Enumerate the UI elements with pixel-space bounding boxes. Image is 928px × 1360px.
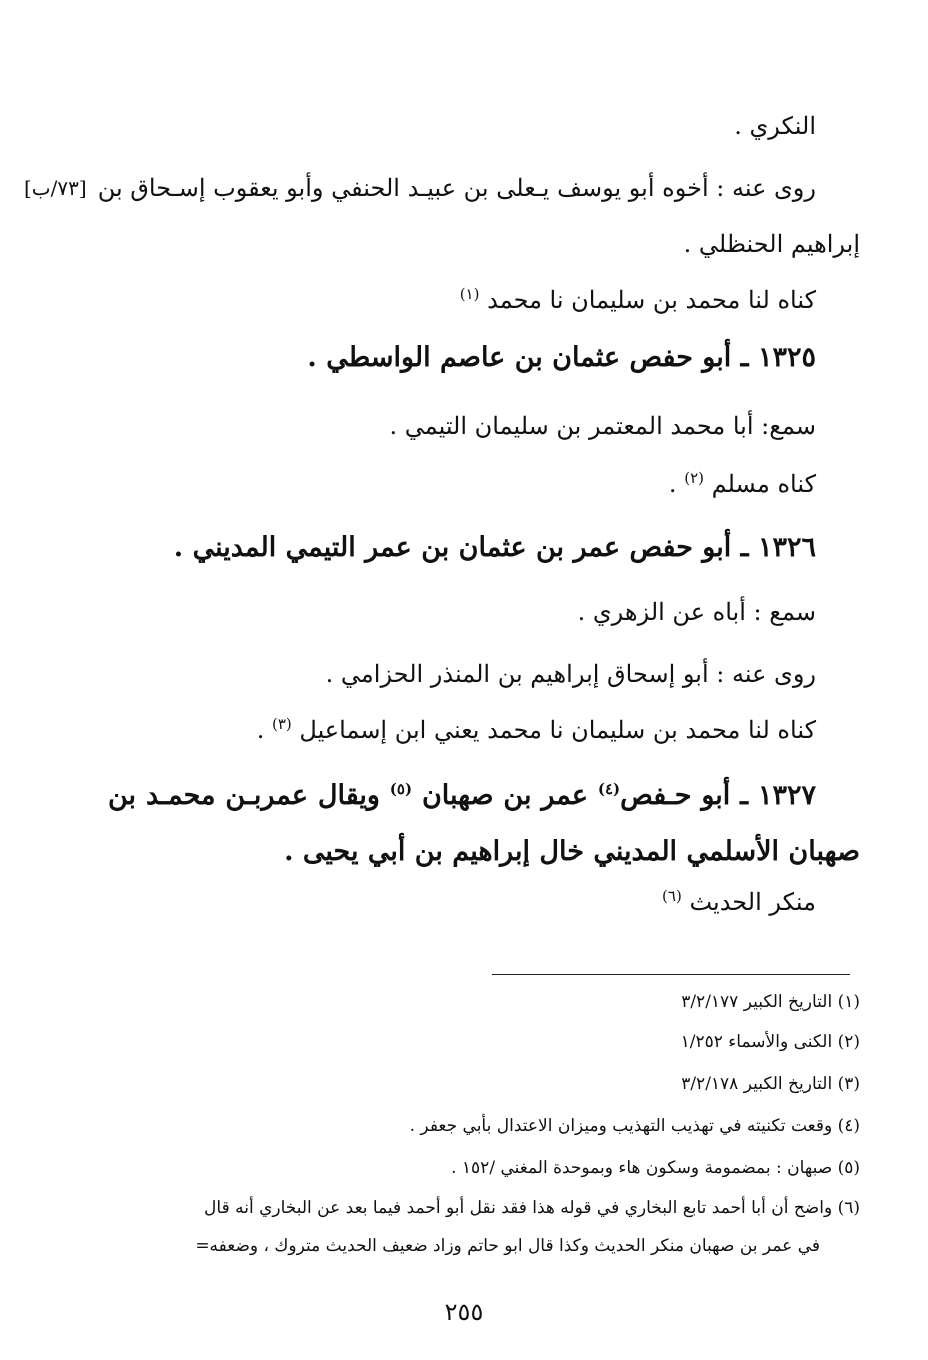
footnote-ref-1: (١) — [459, 285, 480, 303]
footnote-separator — [492, 974, 850, 975]
text-line-4 — [460, 284, 816, 316]
text-line-6 — [669, 468, 816, 500]
entry-heading-1327 — [108, 768, 860, 880]
footnote-ref-3: (٣) — [271, 715, 292, 733]
text-line-9-end: . — [256, 716, 265, 744]
text-line-7: سمع : أباه عن الزهري . — [577, 598, 816, 626]
footnote-ref-5: (٥) — [389, 780, 413, 798]
text-line-10 — [662, 886, 816, 918]
footnote-6: (٦) واضح أن أبا أحمد تابع البخاري في قوله هذا فقد نقل أبو أحمد فيما بعد عن البخاري أنه قال — [204, 1198, 860, 1218]
entry-heading-1327-part-a: ١٣٢٧ ـ أبو حـفص — [620, 780, 816, 811]
text-line-3: إبراهيم الحنظلي . — [683, 230, 860, 258]
entry-heading-1327-part-b: عمر بن صهبان — [421, 780, 588, 811]
text-line-9-body: كناه لنا محمد بن سليمان نا محمد يعني ابن إسماعيل — [299, 716, 816, 744]
entry-heading-1325: ١٣٢٥ ـ أبو حفص عثمان بن عاصم الواسطي . — [307, 342, 816, 373]
text-line-10-body: منكر الحديث — [689, 888, 816, 916]
folio-marker: [٧٣/ب] — [24, 176, 87, 200]
text-line-6-end: . — [668, 470, 677, 498]
text-line-5: سمع: أبا محمد المعتمر بن سليمان التيمي . — [389, 412, 816, 440]
entry-heading-1327-line-2: صهبان الأسلمي المديني خال إبراهيم بن أبي يحيى . — [284, 836, 860, 867]
text-line-9 — [257, 714, 816, 746]
footnote-4: (٤) وقعت تكنيته في تهذيب التهذيب وميزان الاعتدال بأبي جعفر . — [409, 1116, 860, 1136]
text-line-6-body: كناه مسلم — [711, 470, 816, 498]
text-line-8: روى عنه : أبو إسحاق إبراهيم بن المنذر الحزامي . — [325, 660, 816, 688]
text-line-4-body: كناه لنا محمد بن سليمان نا محمد — [487, 286, 816, 314]
footnote-6-continued: في عمر بن صهبان منكر الحديث وكذا قال ابو حاتم وزاد ضعيف الحديث متروك ، وضعفه= — [195, 1236, 820, 1256]
entry-heading-1327-part-c: ويقال عمربـن محمـد بن — [108, 780, 380, 811]
text-line-2: روى عنه : أخوه أبو يوسف يـعلى بن عبيـد الحنفي وأبو يعقوب إسـحاق بن — [97, 174, 816, 202]
footnote-3: (٣) التاريخ الكبير ٣/٢/١٧٨ — [681, 1074, 860, 1094]
footnote-1: (١) التاريخ الكبير ٣/٢/١٧٧ — [681, 992, 860, 1012]
text-line-1: النكري . — [734, 112, 816, 140]
entry-heading-1326: ١٣٢٦ ـ أبو حفص عمر بن عثمان بن عمر التيمي المديني . — [173, 532, 816, 563]
footnote-5: (٥) صبهان : بمضمومة وسكون هاء وبموحدة المغني /١٥٢ . — [451, 1158, 860, 1178]
footnote-2: (٢) الكنى والأسماء ١/٢٥٢ — [680, 1032, 860, 1052]
footnote-ref-2: (٢) — [684, 469, 704, 487]
footnote-ref-6: (٦) — [662, 887, 682, 905]
page-number: ٢٥٥ — [444, 1298, 484, 1326]
footnote-ref-4: (٤) — [597, 780, 621, 798]
